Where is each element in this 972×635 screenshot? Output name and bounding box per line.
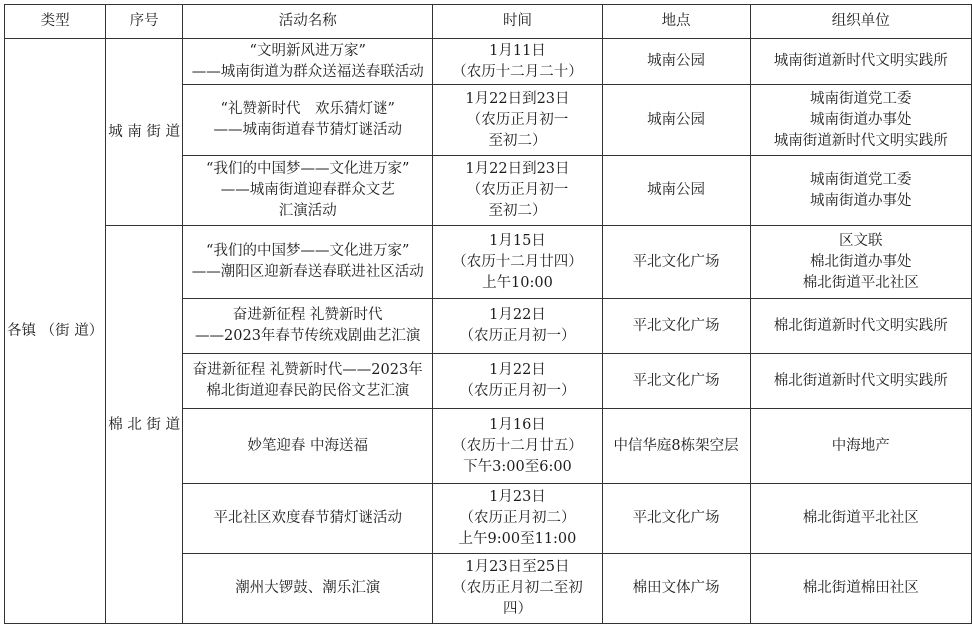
- activity-name: “文明新风进万家” ——城南街道为群众送福送春联活动: [191, 42, 424, 80]
- activity-name: “我们的中国梦——文化进万家” ——潮阳区迎新春送春联进社区活动: [191, 243, 424, 280]
- activity-organizer: 区文联 棉北街道办事处 棉北街道平北社区: [802, 232, 919, 291]
- activity-name: 潮州大锣鼓、潮乐汇演: [235, 580, 381, 596]
- activity-organizer: 棉北街道平北社区: [802, 510, 919, 526]
- place-cell: [602, 354, 750, 409]
- activity-name: “我们的中国梦——文化进万家” ——城南街道迎春群众文艺 汇演活动: [206, 161, 410, 219]
- activity-time: 1月16日 （农历十二月廿五） 下午3:00至6:00: [452, 416, 583, 475]
- place-cell: [602, 85, 750, 156]
- place-cell: [602, 484, 750, 554]
- time-cell: [433, 39, 602, 85]
- organizer-cell: [750, 299, 971, 354]
- place-cell: [602, 156, 750, 226]
- activity-name-cell: [183, 409, 433, 484]
- activity-name: “礼赞新时代 欢乐猜灯谜” ——城南街道春节猜灯谜活动: [213, 101, 402, 138]
- activity-organizer: 城南街道党工委 城南街道办事处 城南街道新时代文明实践所: [773, 90, 948, 149]
- activity-time: 1月23日 （农历正月初二） 上午9:00至11:00: [458, 489, 577, 547]
- activity-name: 奋进新征程 礼赞新时代 ——2023年春节传统戏剧曲艺汇演: [195, 307, 421, 344]
- table-row: [5, 226, 972, 299]
- header-time: 时间: [433, 5, 602, 39]
- place-cell: [602, 299, 750, 354]
- activity-name-cell: [183, 354, 433, 409]
- time-cell: [433, 554, 602, 624]
- place-cell: [602, 226, 750, 299]
- header-index: 序号: [106, 5, 183, 39]
- time-cell: [433, 299, 602, 354]
- activity-place: 平北文化广场: [632, 510, 720, 526]
- place-cell: [602, 554, 750, 624]
- activity-time: 1月22日到23日 （农历正月初一 至初二）: [465, 161, 570, 219]
- activity-name-cell: [183, 299, 433, 354]
- activity-name: 平北社区欢度春节猜灯谜活动: [213, 510, 402, 526]
- activity-time: 1月11日 （农历十二月二十）: [452, 42, 583, 80]
- activity-name-cell: [183, 156, 433, 226]
- organizer-cell: [750, 226, 971, 299]
- district-cell-mianbei: 棉 北 街 道: [106, 226, 183, 624]
- activity-organizer: 棉北街道新时代文明实践所: [773, 317, 948, 334]
- place-cell: [602, 409, 750, 484]
- activity-organizer: 中海地产: [831, 437, 890, 454]
- header-organizer: 组织单位: [750, 5, 971, 39]
- activity-organizer: 棉北街道棉田社区: [802, 580, 919, 596]
- activity-organizer: 城南街道新时代文明实践所: [773, 53, 948, 69]
- time-cell: [433, 484, 602, 554]
- activity-organizer: 棉北街道新时代文明实践所: [773, 372, 948, 389]
- activity-name-cell: [183, 554, 433, 624]
- activity-place: 城南公园: [647, 111, 706, 128]
- header-type: 类型: [5, 5, 106, 39]
- activity-table: [4, 4, 972, 624]
- activity-time: 1月23日至25日 （农历正月初二至初 四）: [452, 559, 583, 617]
- organizer-cell: [750, 156, 971, 226]
- activity-name-cell: [183, 85, 433, 156]
- activity-time: 1月22日 （农历正月初一）: [459, 307, 576, 344]
- activity-place: 城南公园: [647, 53, 706, 69]
- organizer-cell: [750, 409, 971, 484]
- activity-place: 平北文化广场: [632, 372, 720, 389]
- activity-time: 1月22日 （农历正月初一）: [459, 362, 576, 399]
- time-cell: [433, 409, 602, 484]
- time-cell: [433, 156, 602, 226]
- district-cell-chengnan: 城 南 街 道: [106, 39, 183, 226]
- organizer-cell: [750, 554, 971, 624]
- type-cell: 各镇 （街 道）: [5, 39, 106, 624]
- organizer-cell: [750, 85, 971, 156]
- activity-time: 1月22日到23日 （农历正月初一 至初二）: [465, 90, 570, 149]
- activity-organizer: 城南街道党工委 城南街道办事处: [810, 171, 912, 209]
- activity-name-cell: [183, 226, 433, 299]
- organizer-cell: [750, 39, 971, 85]
- activity-name: 奋进新征程 礼赞新时代——2023年 棉北街道迎春民韵民俗文艺汇演: [192, 362, 423, 399]
- activity-place: 平北文化广场: [632, 317, 720, 334]
- activity-name-cell: [183, 39, 433, 85]
- time-cell: [433, 226, 602, 299]
- activity-name-cell: [183, 484, 433, 554]
- organizer-cell: [750, 484, 971, 554]
- header-place: 地点: [602, 5, 750, 39]
- activity-place: 平北文化广场: [632, 253, 720, 270]
- header-row: [5, 5, 972, 39]
- activity-place: 城南公园: [647, 182, 706, 198]
- activity-time: 1月15日 （农历十二月廿四） 上午10:00: [452, 232, 583, 291]
- activity-place: 中信华庭8栋架空层: [613, 437, 739, 454]
- organizer-cell: [750, 354, 971, 409]
- activity-name: 妙笔迎春 中海送福: [247, 437, 369, 454]
- activity-place: 棉田文体广场: [632, 580, 720, 596]
- place-cell: [602, 39, 750, 85]
- header-activity-name: 活动名称: [183, 5, 433, 39]
- time-cell: [433, 85, 602, 156]
- table-row: [5, 39, 972, 85]
- time-cell: [433, 354, 602, 409]
